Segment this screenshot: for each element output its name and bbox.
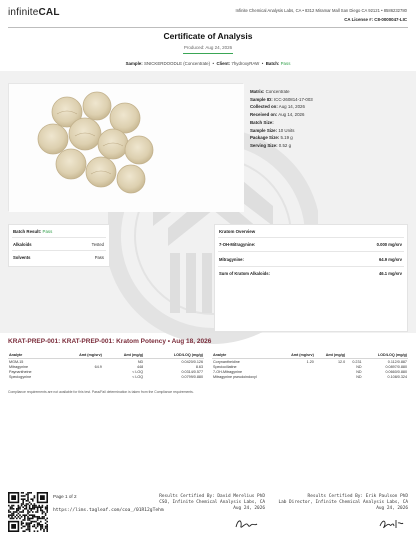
sample-info-key: Sample Size: <box>250 127 278 133</box>
row-label: Sum of Kratom Alkaloids: <box>219 271 271 276</box>
row-value: 64.9 mg/srv <box>378 257 402 262</box>
col-amt-srv: Amt (mg/srv) <box>279 352 315 359</box>
table-cell: ND <box>356 375 362 380</box>
panel-divider <box>218 266 404 267</box>
sample-info-value: 0.52 g <box>277 142 292 148</box>
sample-photo <box>8 83 243 211</box>
table-cell: 0.0799/0.880 <box>181 375 203 380</box>
logo-suffix: CAL <box>38 7 60 18</box>
table-cell: < LOQ <box>132 375 144 380</box>
certifier-1 <box>159 494 265 513</box>
table-cell: Speciociliatine <box>213 364 237 369</box>
batch-label: Batch: <box>265 61 280 66</box>
tablets-image <box>9 84 244 212</box>
table-cell: Corynantheidine <box>213 359 240 364</box>
row-label: Solvents <box>13 255 31 260</box>
panel-divider <box>12 237 106 238</box>
sample-summary: Sample: SNICKERDOODLE (Concentrate) • Client: 7hydroxyRAW • Batch: Pass <box>125 61 291 66</box>
client-value: 7hydroxyRAW <box>231 61 260 66</box>
table-cell <box>315 375 346 380</box>
page-title: Certificate of Analysis <box>163 31 253 41</box>
kratom-overview-panel <box>214 224 408 332</box>
coa-url-link[interactable]: https://lims.tagleaf.com/coa_/01R12gTehm <box>53 508 164 513</box>
row-value: Pass <box>94 255 104 260</box>
table-cell: 12.0 <box>337 359 346 364</box>
table-cell: Mitragynine <box>9 364 29 369</box>
table-cell: ND <box>137 359 144 364</box>
signature-2-image <box>378 517 404 531</box>
col-lod-loq: LOD/LOQ (mg/g) <box>144 352 204 359</box>
panel-divider <box>12 250 106 251</box>
overview-row-7oh <box>219 242 402 249</box>
panel-divider <box>218 251 404 252</box>
batch-result-value: Pass <box>42 229 53 234</box>
sample-info-value: ICC-260814-17-003 <box>272 96 313 102</box>
panel-divider <box>218 237 404 238</box>
sample-info-row <box>250 111 313 119</box>
sample-info-value: Concentrate <box>264 89 290 94</box>
sample-info-row <box>250 103 313 111</box>
table-cell: < LOQ <box>132 369 144 374</box>
table-cell: ND <box>356 364 362 369</box>
table-cell: 1.20 <box>306 359 314 364</box>
sample-info-row <box>250 96 313 104</box>
row-value: Tested <box>91 242 104 247</box>
col-lod-loq: LOD/LOQ (mg/g) <box>363 352 408 359</box>
table-cell: Speciogynine <box>9 375 32 380</box>
table-cell: MGM-15 <box>9 359 24 364</box>
sample-info-row <box>250 88 313 96</box>
sample-info-key: Collected on: <box>250 104 278 110</box>
license-number: CA License #: C8-0000047-LIC <box>344 17 407 22</box>
col-analyte: Analyte <box>8 352 55 359</box>
title-underline <box>183 53 233 54</box>
table-cell <box>55 375 103 380</box>
sample-info-value: Aug 14, 2026 <box>277 112 305 118</box>
batch-result-title <box>13 229 52 234</box>
row-label: Alkaloids <box>13 242 32 247</box>
header-divider <box>8 27 408 28</box>
page-number: Page 1 of 2 <box>53 494 77 499</box>
sample-details <box>250 88 313 150</box>
table-cell: 0.108/0.324 <box>387 375 407 380</box>
table-cell <box>279 375 315 380</box>
lab-logo[interactable] <box>8 7 60 18</box>
table-cell: 0.0420/0.126 <box>181 359 203 364</box>
batch-result-panel <box>8 224 110 267</box>
certifier-2-date: Aug 24, 2026 <box>376 506 408 512</box>
table-cell: ND <box>356 369 362 374</box>
table-cell: 8.63 <box>195 364 203 369</box>
potency-section-title: KRAT-PREP-001: KRAT-PREP-001: Kratom Potency • Aug 18, 2026 <box>8 338 212 345</box>
col-amt-g: Amt (mg/g) <box>315 352 346 359</box>
potency-table-right <box>212 352 408 380</box>
sample-info-row <box>250 134 313 142</box>
batch-value: Pass <box>280 61 291 66</box>
row-label: Mitragynine: <box>219 257 244 262</box>
certifier-1-title: CSO, Infinite Chemical Analysis Labs, CA <box>159 500 265 506</box>
header <box>0 0 416 29</box>
table-cell: 64.9 <box>94 364 102 369</box>
qr-code[interactable] <box>8 492 48 532</box>
potency-table-left <box>8 352 204 380</box>
sample-info-row <box>250 127 313 135</box>
table-row <box>212 375 408 380</box>
sample-info-row <box>250 142 313 150</box>
lab-address: Infinite Chemical Analysis Labs, CA • 8312 Miramar Mall San Diego CA 92121 • 8586232780 <box>235 8 407 13</box>
compliance-note: Compliance requirements are not available for this test. Pass/Fail determination is taken from the Compliance requirements. <box>8 390 194 394</box>
table-cell: 0.231 <box>352 359 362 364</box>
sample-info-value: 5.19 g <box>279 135 293 141</box>
table-cell: Paynantheine <box>9 369 32 374</box>
col-amt-srv: Amt (mg/srv) <box>55 352 103 359</box>
row-label: 7-OH-Mitragynine: <box>219 242 256 247</box>
certifier-1-date: Aug 24, 2026 <box>233 506 265 512</box>
table-cell: Mitragynine pseudoindoxyl <box>213 375 257 380</box>
sample-info-value: Aug 14, 2026 <box>277 104 305 110</box>
certifier-2-name: Results Certified By: Erik Paulson PhD <box>307 494 408 499</box>
sample-info-key: Matrix: <box>250 89 265 94</box>
batch-row-solvents <box>13 255 104 262</box>
sample-label: Sample: <box>125 61 143 66</box>
sample-value: SNICKERDOODLE (Concentrate) <box>143 61 211 66</box>
certifier-1-name: Results Certified By: David Merelius PhD <box>159 494 265 499</box>
table-cell: 7-OH-Mitragynine <box>213 369 243 374</box>
row-value: 46.1 mg/srv <box>378 271 402 276</box>
logo-prefix: infinite <box>8 7 39 18</box>
client-label: Client: <box>216 61 231 66</box>
table-row <box>8 375 204 380</box>
col-amt-g: Amt (mg/g) <box>103 352 144 359</box>
sample-info-key: Serving Size: <box>250 142 278 148</box>
overview-row-sum <box>219 271 402 278</box>
table-cell: 0.112/0.887 <box>387 359 407 364</box>
table-cell: 0.0897/0.880 <box>385 364 407 369</box>
sample-info-key: Batch Size: <box>250 119 274 125</box>
sample-info-key: Sample ID: <box>250 96 273 102</box>
overview-row-mitragynine <box>219 257 402 264</box>
table-cell: 0.0660/0.880 <box>385 369 407 374</box>
certifier-2-title: Lab Director, Infinite Chemical Analysis Labs, CA <box>278 500 408 506</box>
certifier-2 <box>278 494 408 513</box>
sample-info-row <box>250 119 313 127</box>
sample-info-value: 10 Units <box>277 127 295 133</box>
row-value: 0.000 mg/srv <box>376 242 402 247</box>
batch-row-alkaloids <box>13 242 104 249</box>
signature-1-image <box>234 517 258 531</box>
batch-result-label: Batch Result: <box>13 229 42 234</box>
col-analyte: Analyte <box>212 352 279 359</box>
produced-date: Produced: Aug 24, 2026 <box>183 45 233 50</box>
table-cell: 448 <box>137 364 144 369</box>
sample-info-key: Package Size: <box>250 135 280 141</box>
kratom-overview-title: Kratom Overview <box>219 229 256 234</box>
sample-info-key: Received on: <box>250 112 278 118</box>
table-cell: 0.0314/0.577 <box>181 369 203 374</box>
